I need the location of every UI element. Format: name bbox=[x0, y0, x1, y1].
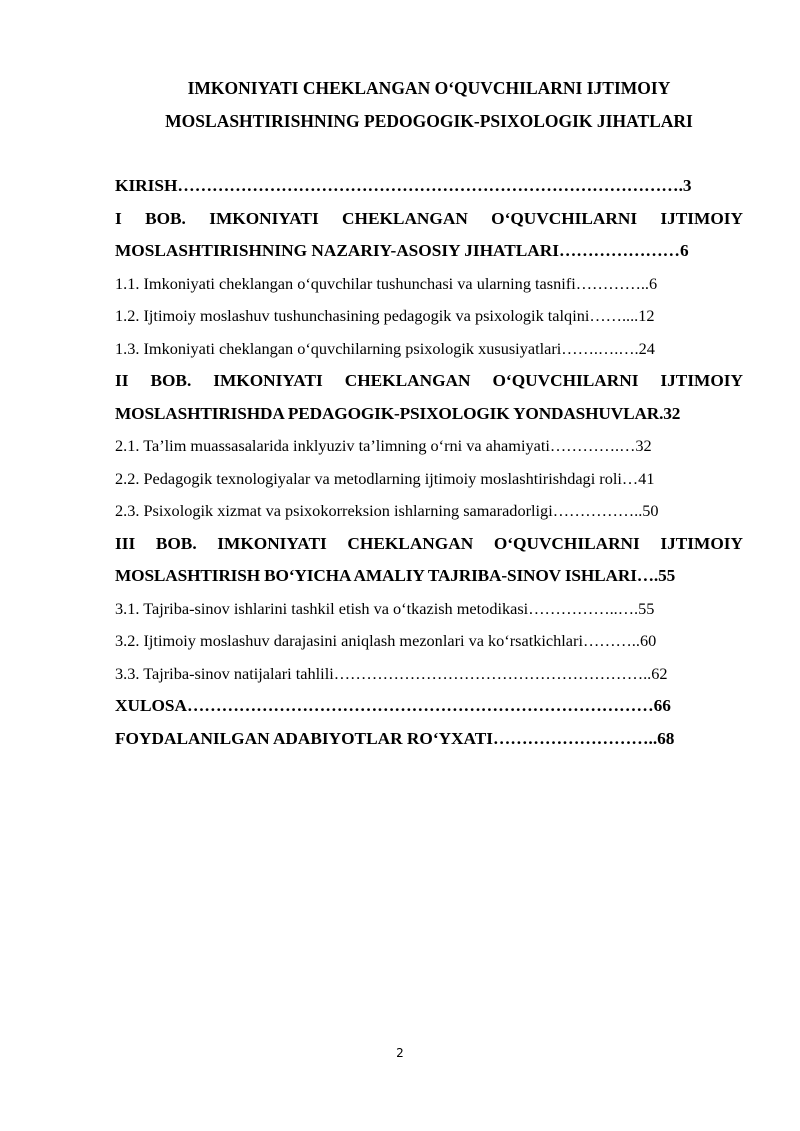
toc-entry-text: 1.2. Ijtimoiy moslashuv tushunchasining pedagogik va psixologik talqini……....12 bbox=[115, 306, 655, 325]
toc-entry-text: 3.1. Tajriba-sinov ishlarini tashkil etish va o‘tkazish metodikasi……………..….55 bbox=[115, 598, 655, 618]
toc-entry-text: 1.3. Imkoniyati cheklangan o‘quvchilarning psixologik xususiyatlari…….….….24 bbox=[115, 338, 655, 358]
toc-entry-text: XULOSA………………………………………………………………………66 bbox=[115, 696, 671, 715]
toc-entry-xulosa[interactable] bbox=[115, 690, 743, 723]
toc-entry-1-2[interactable] bbox=[115, 300, 743, 333]
toc-entry-chapter-2[interactable] bbox=[115, 365, 743, 430]
toc-entry-kirish[interactable] bbox=[115, 170, 743, 203]
toc-entry-references[interactable] bbox=[115, 723, 743, 756]
toc-entry-1-1[interactable] bbox=[115, 268, 743, 301]
toc-entry-1-3[interactable] bbox=[115, 333, 743, 366]
toc-chapter-title-line-1: II BOB. IMKONIYATI CHEKLANGAN O‘QUVCHILARNI IJTIMOIY bbox=[115, 371, 743, 390]
toc-entry-3-2[interactable] bbox=[115, 625, 743, 658]
toc-entry-3-1[interactable] bbox=[115, 593, 743, 626]
toc-entry-chapter-3[interactable] bbox=[115, 528, 743, 593]
toc-chapter-title-line-2: MOSLASHTIRISHNING NAZARIY-ASOSIY JIHATLARI…………………6 bbox=[115, 241, 689, 260]
toc-entry-text: 2.2. Pedagogik texnologiyalar va metodlarning ijtimoiy moslashtirishdagi roli…41 bbox=[115, 468, 655, 488]
toc-entry-text: 2.1. Ta’lim muassasalarida inklyuziv ta’limning o‘rni va ahamiyati………….…32 bbox=[115, 436, 652, 455]
toc-chapter-title-line-1: III BOB. IMKONIYATI CHEKLANGAN O‘QUVCHILARNI IJTIMOIY bbox=[115, 533, 743, 553]
page-number: 2 bbox=[396, 1046, 404, 1060]
toc-chapter-title-line-2: MOSLASHTIRISHDA PEDAGOGIK-PSIXOLOGIK YONDASHUVLAR.32 bbox=[115, 403, 681, 423]
toc-chapter-title-line-2: MOSLASHTIRISH BO‘YICHA AMALIY TAJRIBA-SINOV ISHLARI….55 bbox=[115, 566, 676, 585]
table-of-contents bbox=[115, 170, 743, 755]
toc-entry-text: FOYDALANILGAN ADABIYOTLAR RO‘YXATI………………………..68 bbox=[115, 728, 675, 748]
toc-entry-2-1[interactable] bbox=[115, 430, 743, 463]
toc-entry-text: 3.2. Ijtimoiy moslashuv darajasini aniqlash mezonlari va ko‘rsatkichlari………..60 bbox=[115, 631, 657, 650]
document-title bbox=[115, 72, 743, 138]
toc-entry-chapter-1[interactable] bbox=[115, 203, 743, 268]
toc-entry-text: 1.1. Imkoniyati cheklangan o‘quvchilar tushunchasi va ularning tasnifi…………..6 bbox=[115, 273, 658, 293]
toc-entry-text: 2.3. Psixologik xizmat va psixokorreksion ishlarning samaradorligi……………..50 bbox=[115, 501, 659, 520]
toc-chapter-title-line-1: I BOB. IMKONIYATI CHEKLANGAN O‘QUVCHILARNI IJTIMOIY bbox=[115, 208, 743, 228]
toc-entry-3-3[interactable] bbox=[115, 658, 743, 691]
toc-entry-2-2[interactable] bbox=[115, 463, 743, 496]
toc-entry-text: 3.3. Tajriba-sinov natijalari tahlili…………………………………………………..62 bbox=[115, 663, 668, 683]
title-line-2: MOSLASHTIRISHNING PEDOGOGIK-PSIXOLOGIK JIHATLARI bbox=[165, 111, 693, 131]
title-line-1: IMKONIYATI CHEKLANGAN O‘QUVCHILARNI IJTIMOIY bbox=[187, 78, 671, 98]
toc-entry-2-3[interactable] bbox=[115, 495, 743, 528]
toc-entry-text: KIRISH…………………………………………………………………………….3 bbox=[115, 176, 692, 195]
